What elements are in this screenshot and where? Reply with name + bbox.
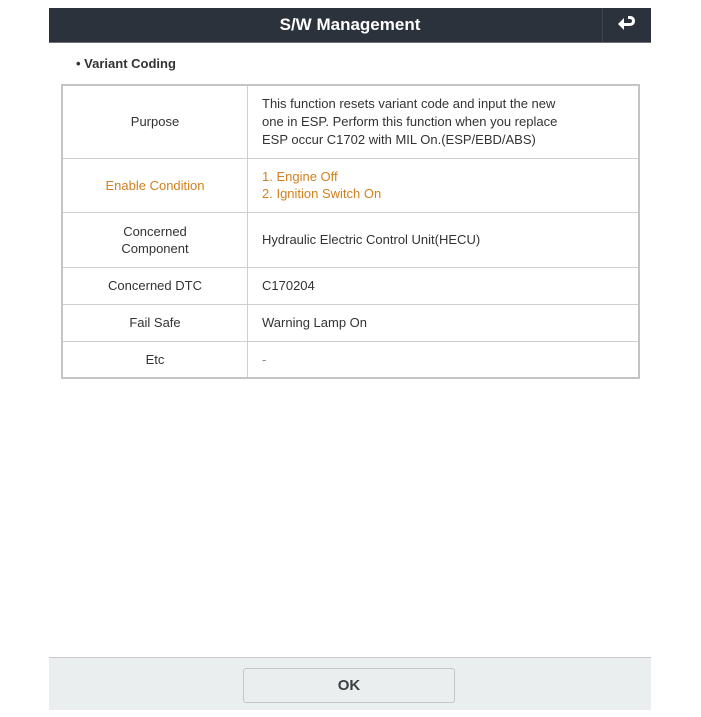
return-arrow-icon [617,15,637,36]
row-value: Warning Lamp On [248,304,640,341]
value-line: This function resets variant code and input the new [262,95,556,111]
row-label: Enable Condition [62,158,248,212]
section-title: • Variant Coding [76,56,176,71]
row-label [62,212,248,267]
table-row-enable-condition [62,158,639,212]
row-label: Fail Safe [62,304,248,341]
label-line: Concerned [123,223,187,239]
info-table [61,84,640,379]
row-label: Etc [62,341,248,378]
row-label: Concerned DTC [62,267,248,304]
title-bar [49,8,651,43]
table-row-concerned-dtc [62,267,639,304]
row-value: Hydraulic Electric Control Unit(HECU) [248,212,640,267]
row-value: C170204 [248,267,640,304]
table-row-etc [62,341,639,378]
page-title: S/W Management [279,15,421,34]
table-row-concerned-component [62,212,639,267]
value-line: ESP occur C1702 with MIL On.(ESP/EBD/ABS) [262,131,536,147]
row-label: Purpose [62,85,248,158]
value-line: 1. Engine Off [262,169,338,184]
table-row-fail-safe [62,304,639,341]
ok-button[interactable]: OK [243,668,455,703]
back-button[interactable] [602,8,651,42]
label-line: Component [121,240,189,256]
value-line: one in ESP. Perform this function when you replace [262,113,558,129]
footer-bar [49,657,651,710]
value-line: 2. Ignition Switch On [262,186,382,201]
row-value [248,85,640,158]
table-row-purpose [62,85,639,158]
row-value [248,158,640,212]
row-value: - [248,341,640,378]
